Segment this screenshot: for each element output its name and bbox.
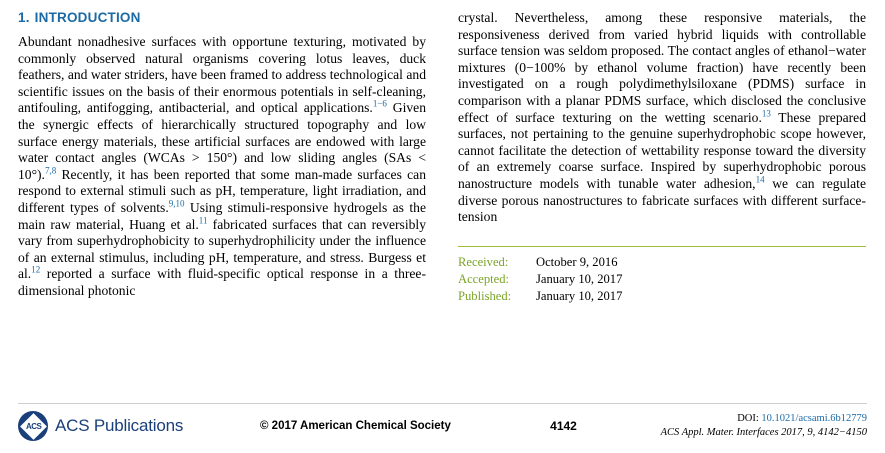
citation-ref-11[interactable]: 11 xyxy=(198,215,208,225)
paragraph-text-2: Given the synergic effects of hierarchically structured topography and low surface energy materials, these artificial surfaces are endowed with large water contact angles (WCAs > 150°) and low sliding angles (SAs < 10°). xyxy=(18,100,426,182)
page-footer xyxy=(18,403,867,441)
left-column xyxy=(18,10,426,300)
citation-ref-9-10[interactable]: 9,10 xyxy=(168,198,185,209)
two-column-layout xyxy=(18,10,867,305)
acs-publications-logo[interactable] xyxy=(18,411,248,441)
footer-citation-block xyxy=(624,412,868,440)
received-date: October 9, 2016 xyxy=(536,254,618,269)
page-number: 4142 xyxy=(550,419,577,433)
citation-ref-1-6[interactable]: 1−6 xyxy=(372,98,387,109)
history-row-published xyxy=(458,288,866,305)
page-title xyxy=(18,10,426,25)
paragraph-text-8: These prepared surfaces, not pertaining to the genuine superhydrophobic scope however, cannot facilitate the detection of wettability response toward the diversity of an extremely coarse surface. Inspired by superhydrophobic porous nanostructure models with tunable water adhesion, xyxy=(458,109,867,191)
accepted-date: January 10, 2017 xyxy=(536,271,623,286)
paragraph-text-7: crystal. Nevertheless, among these responsive materials, the responsiveness derived from varied hybrid liquids with controllable surface tension was seldom proposed. The contact angles of ethanol−water mixtures (0−100% by ethanol volume fraction) have recently been investigated on a rough polydimethylsiloxane (PDMS) surface in comparison with a planar PDMS surface, which disclosed the conclusive effect of surface texturing on the wetting scenario. xyxy=(458,10,866,125)
history-row-accepted xyxy=(458,271,866,288)
doi-line[interactable] xyxy=(624,412,868,426)
paragraph-text-6: reported a surface with fluid-specific optical response in a three-dimensional photonic xyxy=(18,266,426,298)
citation-ref-13[interactable]: 13 xyxy=(761,108,771,119)
paragraph-text-4: Using stimuli-responsive hydrogels as the main raw material, Huang et al. xyxy=(18,199,426,232)
acs-logo-text: ACS Publications xyxy=(55,416,184,435)
copyright-notice: © 2017 American Chemical Society xyxy=(260,420,451,432)
accepted-label: Accepted: xyxy=(458,271,510,286)
right-column xyxy=(458,10,866,305)
history-row-received xyxy=(458,254,866,271)
intro-paragraph-continued xyxy=(458,10,866,226)
citation-ref-12[interactable]: 12 xyxy=(31,264,41,275)
acs-mark-text: ACS xyxy=(25,421,41,431)
journal-citation: ACS Appl. Mater. Interfaces 2017, 9, 4142−4150 xyxy=(660,427,867,438)
paragraph-text-3: Recently, it has been reported that some man-made surfaces can respond to external stimuli such as pH, temperature, light irradiation, and different types of solvents. xyxy=(18,166,426,215)
article-history xyxy=(458,246,866,305)
paragraph-text-5: fabricated surfaces that can reversibly vary from superhydrophobicity to superhydrophilicity under the influence of an external stimulus, including pH, temperature, and stress. Burgess et al. xyxy=(18,216,426,282)
intro-paragraph xyxy=(18,34,426,300)
acs-diamond-icon xyxy=(18,411,48,441)
paragraph-text-1: Abundant nonadhesive surfaces with opportune texturing, motivated by commonly observed natural organisms covering lotus leaves, duck feathers, and water striders, have been framed to address technological and scientific issues on the basis of their enormous potentials in self-cleaning, antifouling, antifogging, antibacterial, and optical applications. xyxy=(18,34,426,116)
section-title-text: INTRODUCTION xyxy=(34,10,141,25)
doi-value[interactable]: 10.1021/acsami.6b12779 xyxy=(761,413,867,424)
citation-ref-14[interactable]: 14 xyxy=(755,174,765,185)
doi-label: DOI: xyxy=(737,413,759,424)
citation-ref-7-8[interactable]: 7,8 xyxy=(44,165,57,176)
paragraph-text-9: we can regulate diverse porous nanostructures to fabricate surfaces with different surface-tension xyxy=(458,175,866,225)
section-number: 1. xyxy=(18,10,30,25)
received-label: Received: xyxy=(458,254,509,269)
published-date: January 10, 2017 xyxy=(536,288,623,303)
published-label: Published: xyxy=(458,288,512,303)
